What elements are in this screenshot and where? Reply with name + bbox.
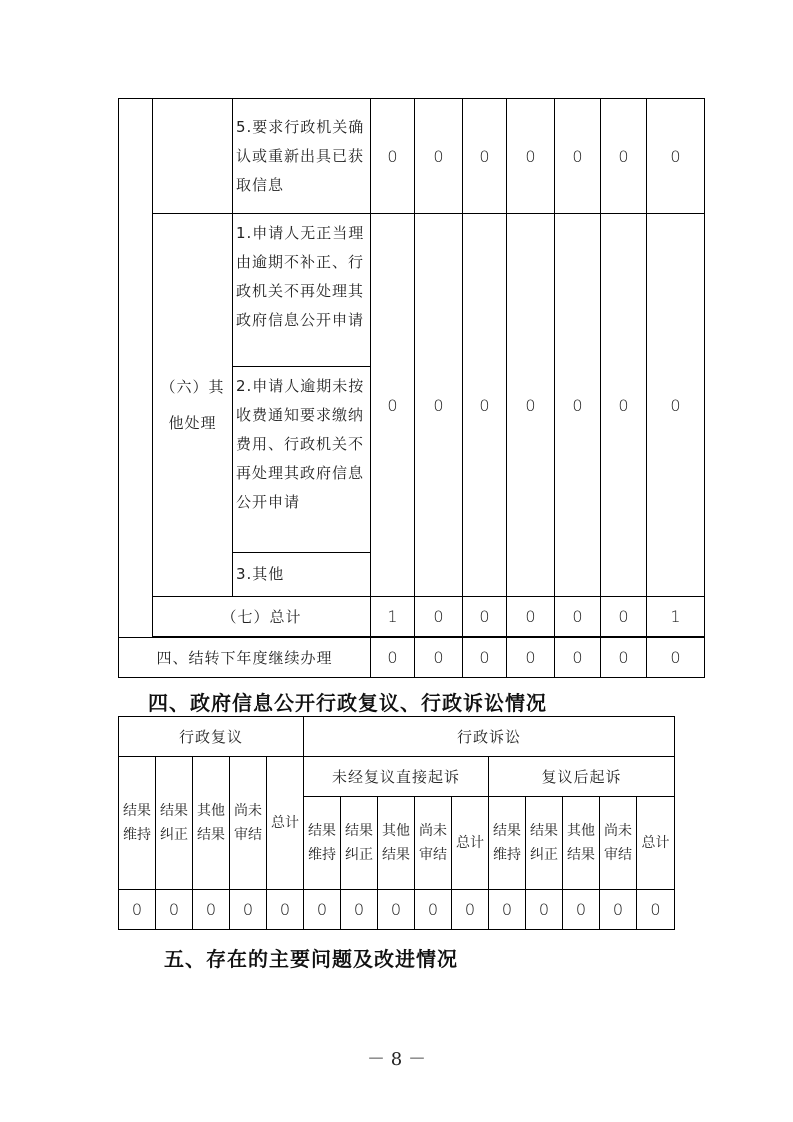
- header-suit-after-reconsideration: 复议后起诉: [489, 757, 675, 797]
- value-cell: 0: [555, 99, 601, 214]
- col-header: 总计: [267, 757, 304, 890]
- table-row: [119, 757, 675, 797]
- value-cell: 0: [507, 638, 555, 678]
- value-cell: 0: [647, 99, 705, 214]
- value-cell: 0: [371, 214, 415, 597]
- value-cell: 0: [555, 597, 601, 637]
- value-cell: 0: [415, 214, 463, 597]
- other-item-2: 2.申请人逾期未按收费通知要求缴纳费用、行政机关不再处理其政府信息公开申请: [233, 367, 370, 553]
- value-cell: 0: [507, 214, 555, 597]
- table-row: [119, 638, 705, 678]
- value-cell: 0: [371, 638, 415, 678]
- value-cell: 1: [647, 597, 705, 637]
- col-header: 尚未审结: [600, 797, 637, 890]
- col-header: 结果纠正: [526, 797, 563, 890]
- value-cell: 0: [601, 214, 647, 597]
- value-cell: 0: [267, 890, 304, 930]
- value-cell: 0: [507, 597, 555, 637]
- value-cell: 0: [156, 890, 193, 930]
- page-number: － 8 －: [367, 1049, 426, 1070]
- value-cell: 0: [463, 99, 507, 214]
- section-heading-4: 四、政府信息公开行政复议、行政诉讼情况: [148, 691, 547, 715]
- section-heading-5: 五、存在的主要问题及改进情况: [164, 947, 458, 971]
- col-header: 其他结果: [378, 797, 415, 890]
- value-cell: 0: [415, 638, 463, 678]
- col-header: 结果纠正: [156, 757, 193, 890]
- carry-over-label: 四、结转下年度继续办理: [119, 638, 371, 678]
- value-cell: 0: [489, 890, 526, 930]
- value-cell: 0: [601, 99, 647, 214]
- blank-group-cell: [153, 99, 233, 214]
- left-spanning-cell: [119, 99, 153, 638]
- value-cell: 0: [415, 890, 452, 930]
- value-cell: 0: [463, 214, 507, 597]
- table-row: [119, 717, 675, 757]
- reconsideration-litigation-table: [118, 716, 675, 930]
- value-cell: 0: [371, 99, 415, 214]
- row-label: 5.要求行政机关确认或重新出具已获取信息: [233, 99, 371, 214]
- value-cell: 0: [637, 890, 675, 930]
- value-cell: 0: [452, 890, 489, 930]
- other-item-3: 3.其他: [236, 565, 285, 583]
- value-cell: 0: [415, 597, 463, 637]
- group-label-other-handling: （六）其他处理: [153, 214, 233, 597]
- table-row: [119, 99, 705, 214]
- col-header: 尚未审结: [415, 797, 452, 890]
- value-cell: 0: [415, 99, 463, 214]
- value-cell: 0: [507, 99, 555, 214]
- application-results-table: [118, 98, 705, 678]
- col-header: 尚未审结: [230, 757, 267, 890]
- value-cell: 0: [563, 890, 600, 930]
- value-cell: 1: [371, 597, 415, 637]
- value-cell: 0: [463, 638, 507, 678]
- value-cell: 0: [647, 214, 705, 597]
- other-items-cell: [233, 214, 371, 597]
- header-reconsideration: 行政复议: [119, 717, 304, 757]
- col-header: 总计: [637, 797, 675, 890]
- col-header: 总计: [452, 797, 489, 890]
- value-cell: 0: [119, 890, 156, 930]
- total-label: （七）总计: [153, 597, 371, 637]
- header-litigation: 行政诉讼: [304, 717, 675, 757]
- header-direct-suit: 未经复议直接起诉: [304, 757, 489, 797]
- value-cell: 0: [601, 638, 647, 678]
- col-header: 结果维持: [304, 797, 341, 890]
- value-cell: 0: [230, 890, 267, 930]
- table-row: [119, 214, 705, 597]
- other-item-1: 1.申请人无正当理由逾期不补正、行政机关不再处理其政府信息公开申请: [233, 214, 370, 367]
- col-header: 结果纠正: [341, 797, 378, 890]
- value-cell: 0: [378, 890, 415, 930]
- value-cell: 0: [193, 890, 230, 930]
- value-cell: 0: [304, 890, 341, 930]
- col-header: 其他结果: [563, 797, 600, 890]
- table-row: [119, 890, 675, 930]
- value-cell: 0: [341, 890, 378, 930]
- value-cell: 0: [526, 890, 563, 930]
- value-cell: 0: [600, 890, 637, 930]
- value-cell: 0: [601, 597, 647, 637]
- table-row: [119, 597, 705, 637]
- col-header: 结果维持: [119, 757, 156, 890]
- value-cell: 0: [555, 214, 601, 597]
- value-cell: 0: [647, 638, 705, 678]
- col-header: 其他结果: [193, 757, 230, 890]
- value-cell: 0: [555, 638, 601, 678]
- value-cell: 0: [463, 597, 507, 637]
- col-header: 结果维持: [489, 797, 526, 890]
